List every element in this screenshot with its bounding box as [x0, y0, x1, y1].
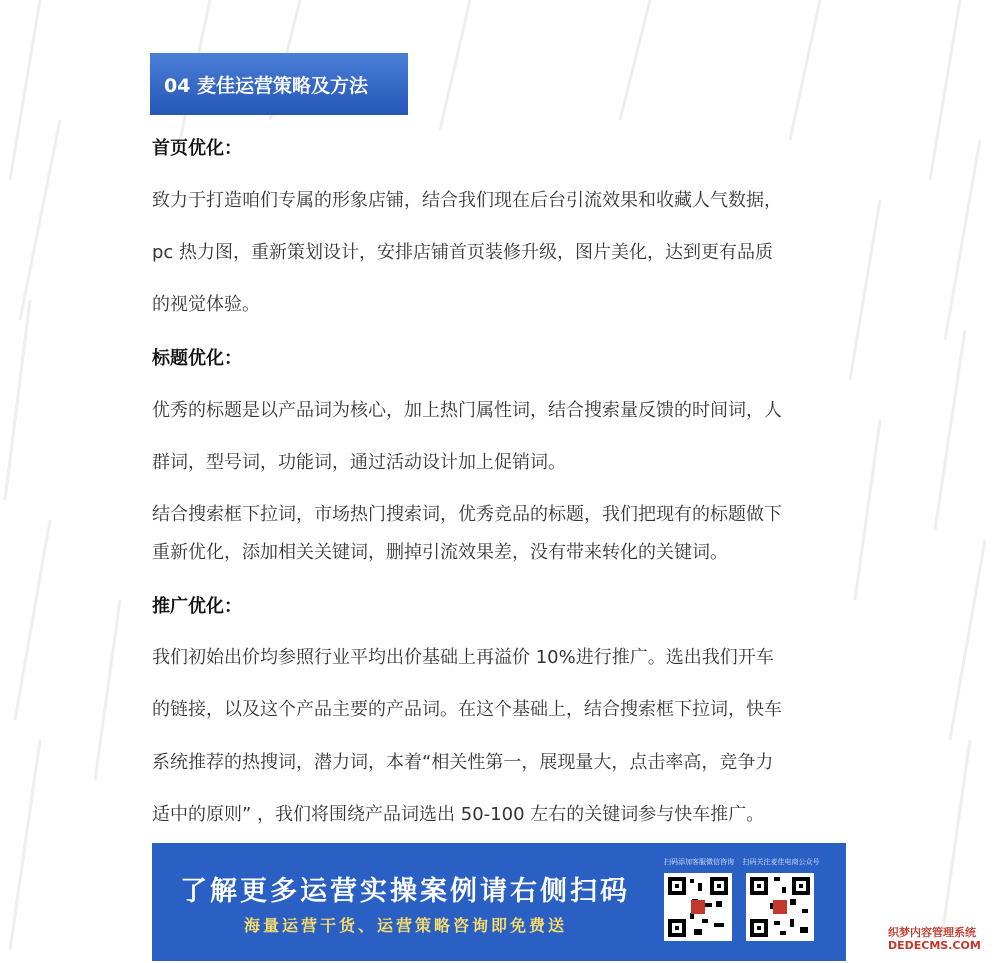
- paragraph-line: 的链接，以及这个产品主要的产品词。在这个基础上，结合搜索框下拉词，快车: [152, 699, 782, 720]
- paragraph-line: 优秀的标题是以产品词为核心，加上热门属性词，结合搜索量反馈的时间词，人: [152, 400, 782, 421]
- section-title: 04 麦佳运营策略及方法: [164, 74, 369, 97]
- qr-code-service[interactable]: [664, 873, 732, 941]
- qr-code-official-account[interactable]: [746, 873, 814, 941]
- paragraph-line: 适中的原则” ，我们将围绕产品词选出 50-100 左右的关键词参与快车推广。: [152, 804, 765, 825]
- heading-title-optimization: 标题优化：: [152, 348, 242, 369]
- cta-banner: [152, 843, 846, 961]
- banner-main-text: 了解更多运营实操案例请右侧扫码: [180, 876, 630, 907]
- paragraph-line: 群词，型号词，功能词，通过活动设计加上促销词。: [152, 452, 566, 473]
- paragraph-line: 我们初始出价均参照行业平均出价基础上再溢价 10%进行推广。选出我们开车: [152, 647, 774, 668]
- watermark-line2: DEDECMS.COM: [888, 939, 981, 952]
- qr-block-service: [658, 857, 740, 941]
- paragraph-line: 的视觉体验。: [152, 294, 260, 315]
- paragraph-line: 结合搜索框下拉词，市场热门搜索词，优秀竞品的标题，我们把现有的标题做下: [152, 504, 782, 525]
- watermark: [888, 926, 981, 952]
- watermark-line1: 织梦内容管理系统: [888, 926, 976, 939]
- banner-sub-text: 海量运营干货、运营策略咨询即免费送: [244, 916, 568, 935]
- qr-code-icon: [746, 873, 814, 941]
- qr-block-official-account: [740, 857, 822, 941]
- heading-promotion-optimization: 推广优化：: [152, 596, 242, 617]
- paragraph-line: 致力于打造咱们专属的形象店铺，结合我们现在后台引流效果和收藏人气数据，: [152, 190, 782, 211]
- qr-caption: 扫码关注麦佳电商公众号: [742, 858, 820, 866]
- qr-code-icon: [664, 873, 732, 941]
- paragraph-line: 重新优化，添加相关关键词，删掉引流效果差，没有带来转化的关键词。: [152, 542, 728, 563]
- heading-homepage-optimization: 首页优化：: [152, 138, 242, 159]
- section-title-banner: [150, 53, 408, 115]
- qr-caption: 扫码添加客服微信咨询: [664, 858, 734, 866]
- paragraph-line: 系统推荐的热搜词，潜力词，本着“相关性第一，展现量大，点击率高，竞争力: [152, 752, 774, 773]
- paragraph-line: pc 热力图，重新策划设计，安排店铺首页装修升级，图片美化，达到更有品质: [152, 242, 774, 263]
